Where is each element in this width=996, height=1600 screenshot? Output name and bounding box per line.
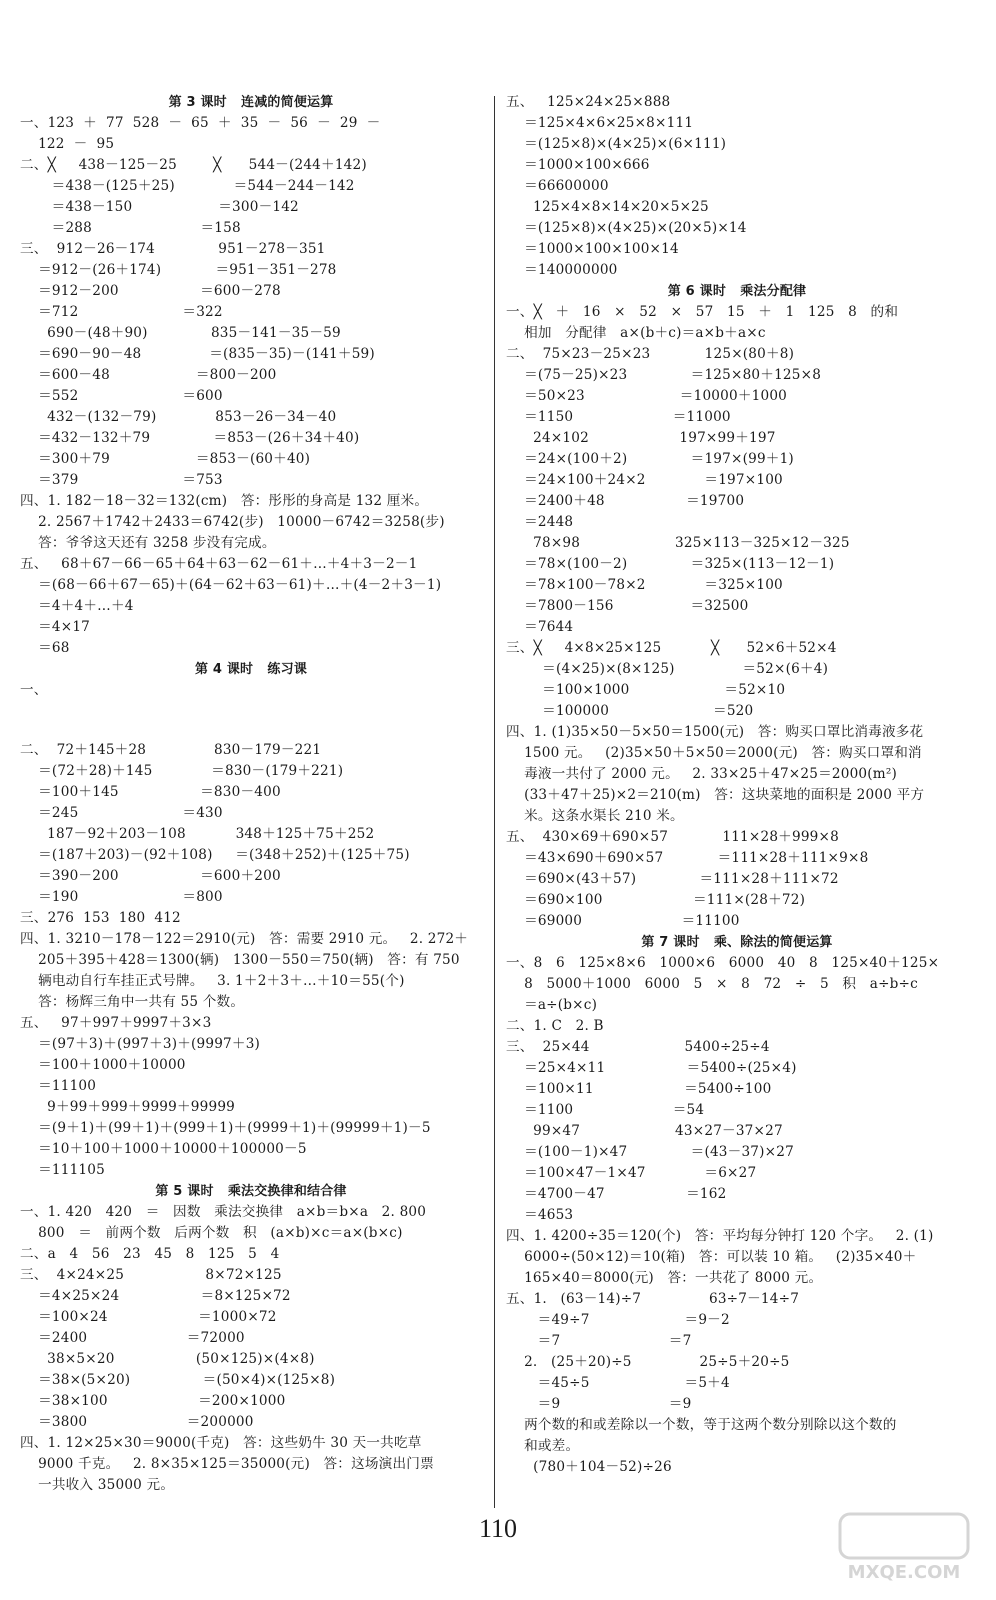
answer-line: 两个数的和或差除以一个数，等于这两个数分别除以这个数的 — [506, 1417, 897, 1433]
answer-line: 一、8 6 125×8×6 1000×6 6000 40 8 125×40＋125× — [506, 955, 940, 971]
answer-line: 三、 25×44 5400÷25÷4 — [506, 1039, 770, 1055]
answer-line: ＝38×100 ＝200×1000 — [20, 1393, 286, 1409]
answer-line: 答：爷爷这天还有 3258 步没有完成。 — [20, 535, 276, 551]
answer-line: 三、╳ 4×8×25×125 ╳ 52×6＋52×4 — [506, 640, 837, 656]
page-number: 110 — [478, 1514, 518, 1543]
answer-line: ＝(125×8)×(4×25)×(6×111) — [506, 136, 727, 152]
answer-line: 2. (25＋20)÷5 25÷5＋20÷5 — [506, 1354, 790, 1370]
answer-line: ＝2400＋48 ＝19700 — [506, 493, 745, 509]
answer-line: ＝69000 ＝11100 — [506, 913, 740, 929]
answer-line: ＝2448 — [506, 514, 574, 530]
answer-line: 辆电动自行车挂正式号牌。 3. 1＋2＋3＋…＋10＝55(个) — [20, 973, 405, 989]
answer-line: ＝66600000 — [506, 178, 609, 194]
answer-line: ＝912－200 ＝600－278 — [20, 283, 281, 299]
answer-line: 和或差。 — [506, 1438, 580, 1454]
answer-line: 答：杨辉三角中一共有 55 个数。 — [20, 994, 245, 1010]
answer-line: ＝3800 ＝200000 — [20, 1414, 254, 1430]
answer-line: 122 － 95 — [20, 136, 115, 152]
answer-line: ＝43×690＋690×57 ＝111×28＋111×9×8 — [506, 850, 869, 866]
answer-line: ＝1000×100×666 — [506, 157, 650, 173]
answer-line: ＝(125×8)×(4×25)×(20×5)×14 — [506, 220, 747, 236]
answer-line: ＝690×100 ＝111×(28＋72) — [506, 892, 806, 908]
answer-line: ＝100＋145 ＝830－400 — [20, 784, 281, 800]
answer-line: ＝a÷(b×c) — [506, 997, 598, 1013]
answer-line: ＝78×100－78×2 ＝325×100 — [506, 577, 783, 593]
answer-line: 一、 — [20, 682, 48, 698]
answer-line: 四、1. 182－18－32＝132(cm) 答：彤彤的身高是 132 厘米。 — [20, 493, 429, 509]
answer-line: 四、1. 4200÷35＝120(个) 答：平均每分钟打 120 个字。 2. (1) — [506, 1228, 934, 1244]
answer-line: 24×102 197×99＋197 — [506, 430, 776, 446]
answer-line: ＝4700－47 ＝162 — [506, 1186, 727, 1202]
answer-line: ＝(4×25)×(8×125) ＝52×(6＋4) — [506, 661, 829, 677]
answer-line: ＝4×17 — [20, 619, 91, 635]
answer-line: 三、276 153 180 412 — [20, 910, 181, 926]
answer-line: ＝(68－66＋67－65)＋(64－62＋63－61)＋…＋(4－2＋3－1) — [20, 577, 442, 593]
answer-line: ＝2400 ＝72000 — [20, 1330, 245, 1346]
answer-line: ＝100×1000 ＝52×10 — [506, 682, 786, 698]
answer-line: ＝111105 — [20, 1162, 105, 1178]
section-heading: 第 6 课时 乘法分配律 — [667, 284, 807, 299]
answer-line: ＝300＋79 ＝853－(60＋40) — [20, 451, 311, 467]
answer-line: ＝140000000 — [506, 262, 618, 278]
column-divider — [494, 96, 495, 1508]
answer-line: 800 ＝ 前两个数 后两个数 积 (a×b)×c＝a×(b×c) — [20, 1225, 403, 1241]
answer-line: ＝245 ＝430 — [20, 805, 223, 821]
answer-line: 6000÷(50×12)＝10(箱) 答：可以装 10 箱。 (2)35×40＋ — [506, 1249, 917, 1265]
answer-line: 二、 72＋145＋28 830－179－221 — [20, 742, 322, 758]
answer-line: ＝100＋1000＋10000 — [20, 1057, 186, 1073]
answer-line: ＝7800－156 ＝32500 — [506, 598, 749, 614]
answer-line: ＝100×24 ＝1000×72 — [20, 1309, 277, 1325]
answer-line: ＝1100 ＝54 — [506, 1102, 705, 1118]
answer-line: 165×40＝8000(元) 答：一共花了 8000 元。 — [506, 1270, 823, 1286]
answer-line: ＝438－(125＋25) ＝544－244－142 — [20, 178, 355, 194]
answer-line: ＝190 ＝800 — [20, 889, 223, 905]
answer-line: 米。这条水渠长 210 米。 — [506, 808, 684, 824]
answer-line: 99×47 43×27－37×27 — [506, 1123, 783, 1139]
answer-line: ＝49÷7 ＝9－2 — [506, 1312, 730, 1328]
answer-line: ＝50×23 ＝10000＋1000 — [506, 388, 788, 404]
answer-line: 相加 分配律 a×(b＋c)＝a×b＋a×c — [506, 325, 766, 341]
answer-line: ＝45÷5 ＝5＋4 — [506, 1375, 730, 1391]
answer-line: ＝1000×100×100×14 — [506, 241, 679, 257]
answer-line: ＝438－150 ＝300－142 — [20, 199, 299, 215]
answer-line: 五、 125×24×25×888 — [506, 94, 671, 110]
answer-line: ＝712 ＝322 — [20, 304, 223, 320]
answer-line: ＝912－(26＋174) ＝951－351－278 — [20, 262, 337, 278]
answer-line: ＝(97＋3)＋(997＋3)＋(9997＋3) — [20, 1036, 261, 1052]
answer-line: 五、1. (63－14)÷7 63÷7－14÷7 — [506, 1291, 800, 1307]
answer-line: ＝24×100＋24×2 ＝197×100 — [506, 472, 783, 488]
section-heading: 第 3 课时 连减的简便运算 — [168, 95, 334, 110]
answer-line: 三、 4×24×25 8×72×125 — [20, 1267, 282, 1283]
answer-line: ＝24×(100＋2) ＝197×(99＋1) — [506, 451, 794, 467]
answer-line: 二、1. C 2. B — [506, 1018, 604, 1034]
answer-line: ＝10＋100＋1000＋10000＋100000－5 — [20, 1141, 307, 1157]
answer-line: ＝(75－25)×23 ＝125×80＋125×8 — [506, 367, 822, 383]
answer-line: 125×4×8×14×20×5×25 — [506, 199, 709, 215]
answer-line: 四、1. 12×25×30＝9000(千克) 答：这些奶牛 30 天一共吃草 — [20, 1435, 422, 1451]
answer-line: 205＋395＋428＝1300(辆) 1300－550＝750(辆) 答：有 750 — [20, 952, 460, 968]
left-column — [20, 92, 482, 1496]
answer-line: 五、 97＋997＋9997＋3×3 — [20, 1015, 212, 1031]
answer-line: 毒液一共付了 2000 元。 2. 33×25＋47×25＝2000(m²) — [506, 766, 898, 782]
answer-line: ＝288 ＝158 — [20, 220, 241, 236]
answer-line: 五、 430×69＋690×57 111×28＋999×8 — [506, 829, 839, 845]
answer-line: 一、1. 420 420 ＝ 因数 乘法交换律 a×b＝b×a 2. 800 — [20, 1204, 427, 1220]
answer-line: ＝78×(100－2) ＝325×(113－12－1) — [506, 556, 835, 572]
svg-text:MXQE.COM: MXQE.COM — [847, 1562, 961, 1583]
answer-line: ＝4653 — [506, 1207, 574, 1223]
answer-line: 一共收入 35000 元。 — [20, 1477, 175, 1493]
answer-line: ＝9 ＝9 — [506, 1396, 692, 1412]
answer-line: ＝38×(5×20) ＝(50×4)×(125×8) — [20, 1372, 336, 1388]
answer-line: 38×5×20 (50×125)×(4×8) — [20, 1351, 315, 1367]
section-heading: 第 7 课时 乘、除法的简便运算 — [641, 935, 833, 950]
answer-line: ＝379 ＝753 — [20, 472, 223, 488]
answer-line: ＝600－48 ＝800－200 — [20, 367, 277, 383]
answer-line: 432－(132－79) 853－26－34－40 — [20, 409, 337, 425]
answer-line: 五、 68＋67－66－65＋64＋63－62－61＋…＋4＋3－2－1 — [20, 556, 418, 572]
answer-line: ＝(72＋28)＋145 ＝830－(179＋221) — [20, 763, 344, 779]
answer-line: 1500 元。 (2)35×50＋5×50＝2000(元) 答：购买口罩和消 — [506, 745, 922, 761]
answer-line: ＝552 ＝600 — [20, 388, 223, 404]
answer-line: ＝100×11 ＝5400÷100 — [506, 1081, 772, 1097]
answer-line: ＝(9＋1)＋(99＋1)＋(999＋1)＋(9999＋1)＋(99999＋1)－5 — [20, 1120, 431, 1136]
answer-line: ＝7 ＝7 — [506, 1333, 692, 1349]
answer-line: 二、 75×23－25×23 125×(80＋8) — [506, 346, 795, 362]
answer-line: 690－(48＋90) 835－141－35－59 — [20, 325, 341, 341]
answer-line: (780＋104－52)÷26 — [506, 1459, 672, 1475]
answer-line: ＝1150 ＝11000 — [506, 409, 731, 425]
answer-line: ＝(100－1)×47 ＝(43－37)×27 — [506, 1144, 794, 1160]
section-heading: 第 4 课时 练习课 — [194, 662, 308, 677]
answer-line: ＝100×47－1×47 ＝6×27 — [506, 1165, 757, 1181]
answer-line: ＝100000 ＝520 — [506, 703, 754, 719]
answer-line: 78×98 325×113－325×12－325 — [506, 535, 850, 551]
answer-line: ＝25×4×11 ＝5400÷(25×4) — [506, 1060, 797, 1076]
answer-line: ＝11100 — [20, 1078, 97, 1094]
answer-line: ＝432－132＋79 ＝853－(26＋34＋40) — [20, 430, 360, 446]
right-column — [506, 92, 968, 1478]
watermark-logo — [834, 1508, 974, 1588]
answer-line: ＝690×(43＋57) ＝111×28＋111×72 — [506, 871, 839, 887]
answer-line: 二、╳ 438－125－25 ╳ 544－(244＋142) — [20, 157, 367, 173]
section-heading: 第 5 课时 乘法交换律和结合律 — [155, 1184, 347, 1199]
answer-line: 二、a 4 56 23 45 8 125 5 4 — [20, 1246, 280, 1262]
answer-line: 一、╳ ＋ 16 × 52 × 57 15 ＋ 1 125 8 的和 — [506, 304, 899, 320]
answer-line: 四、1. (1)35×50－5×50＝1500(元) 答：购买口罩比消毒液多花 — [506, 724, 924, 740]
answer-line: ＝68 — [20, 640, 70, 656]
answer-line: 2. 2567＋1742＋2433＝6742(步) 10000－6742＝3258(步) — [20, 514, 445, 530]
answer-line: ＝(187＋203)－(92＋108) ＝(348＋252)＋(125＋75) — [20, 847, 410, 863]
answer-line: (33＋47＋25)×2＝210(m) 答：这块菜地的面积是 2000 平方 — [506, 787, 925, 803]
answer-line: 187－92＋203－108 348＋125＋75＋252 — [20, 826, 375, 842]
answer-line: ＝7644 — [506, 619, 574, 635]
answer-line: 9＋99＋999＋9999＋99999 — [20, 1099, 236, 1115]
answer-line: ＝4＋4＋…＋4 — [20, 598, 134, 614]
answer-line: 四、1. 3210－178－122＝2910(元) 答：需要 2910 元。 2. 272＋ — [20, 931, 469, 947]
answer-line: ＝4×25×24 ＝8×125×72 — [20, 1288, 291, 1304]
answer-line: ＝390－200 ＝600＋200 — [20, 868, 281, 884]
answer-line: 三、 912－26－174 951－278－351 — [20, 241, 326, 257]
answer-line: 9000 千克。 2. 8×35×125＝35000(元) 答：这场演出门票 — [20, 1456, 434, 1472]
answer-line: 一、123 ＋ 77 528 － 65 ＋ 35 － 56 － 29 － — [20, 115, 381, 131]
answer-line: ＝690－90－48 ＝(835－35)－(141＋59) — [20, 346, 375, 362]
answer-line: 8 5000＋1000 6000 5 × 8 72 ÷ 5 积 a÷b÷c — [506, 976, 918, 992]
answer-line: ＝125×4×6×25×8×111 — [506, 115, 694, 131]
